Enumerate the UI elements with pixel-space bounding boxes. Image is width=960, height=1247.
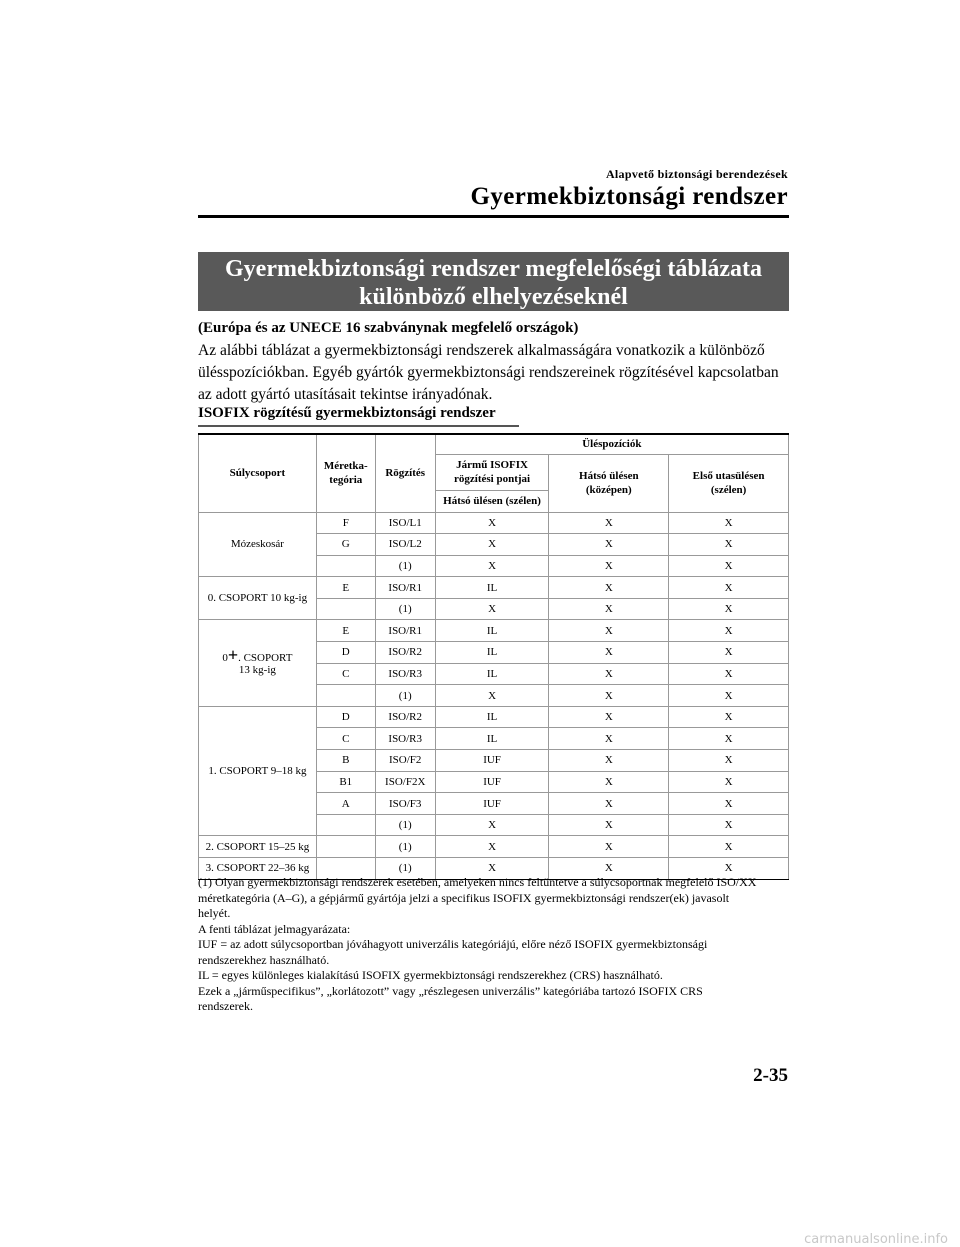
size-class-cell: C bbox=[316, 663, 375, 685]
header-front-passenger: Első utasülésen (szélen) bbox=[669, 454, 789, 512]
running-header-chapter: Gyermekbiztonsági rendszer bbox=[470, 183, 788, 210]
rear-outer-cell: IL bbox=[435, 642, 549, 664]
weight-group-cell bbox=[199, 620, 317, 706]
group-label-weight: 13 kg-ig bbox=[238, 664, 276, 677]
fixing-cell: ISO/R3 bbox=[375, 728, 435, 750]
fixing-cell: ISO/R2 bbox=[375, 642, 435, 664]
table-body bbox=[199, 512, 789, 879]
weight-group-cell: 1. CSOPORT 9–18 kg bbox=[199, 706, 317, 836]
rear-center-cell: X bbox=[549, 771, 669, 793]
rear-outer-cell: IL bbox=[435, 706, 549, 728]
region-subheading: (Európa és az UNECE 16 szabványnak megfelelő országok) bbox=[198, 320, 579, 336]
front-passenger-cell: X bbox=[669, 771, 789, 793]
rear-center-cell: X bbox=[549, 836, 669, 858]
banner-line-2: különböző elhelyezéseknél bbox=[359, 284, 628, 310]
intro-line: ülésspozíciókban. Egyéb gyártók gyermekbiztonsági rendszereinek rögzítésével kapcsolatban bbox=[198, 364, 779, 381]
rear-center-cell: X bbox=[549, 793, 669, 815]
rear-outer-cell: X bbox=[435, 534, 549, 556]
header-rule bbox=[198, 215, 789, 218]
weight-group-cell: Mózeskosár bbox=[199, 512, 317, 577]
front-passenger-cell: X bbox=[669, 728, 789, 750]
size-class-cell bbox=[316, 555, 375, 577]
size-class-cell: B1 bbox=[316, 771, 375, 793]
footnote-line: helyét. bbox=[198, 906, 231, 920]
footnote-line: IUF = az adott súlycsoportban jóváhagyott univerzális kategóriájú, előre néző ISOFIX gyermekbiztonsági bbox=[198, 937, 708, 951]
rear-center-cell: X bbox=[549, 728, 669, 750]
front-passenger-cell: X bbox=[669, 706, 789, 728]
fixing-cell: ISO/L2 bbox=[375, 534, 435, 556]
footnote-line: rendszerek. bbox=[198, 999, 253, 1013]
rear-center-cell: X bbox=[549, 577, 669, 599]
front-passenger-cell: X bbox=[669, 663, 789, 685]
plus-sign: + bbox=[227, 645, 239, 666]
footnote-line: rendszerekhez használható. bbox=[198, 952, 330, 967]
rear-center-cell: X bbox=[549, 620, 669, 642]
weight-group-cell: 3. CSOPORT 22–36 kg bbox=[199, 858, 317, 880]
rear-center-cell: X bbox=[549, 814, 669, 836]
footnote-line: (1) Olyan gyermekbiztonsági rendszerek esetében, amelyeken nincs feltüntetve a súlycsoportnak megfelelő ISO/XX bbox=[198, 875, 757, 889]
size-class-cell: D bbox=[316, 642, 375, 664]
front-passenger-cell: X bbox=[669, 685, 789, 707]
size-class-cell: E bbox=[316, 577, 375, 599]
table-row bbox=[199, 577, 789, 599]
size-class-cell bbox=[316, 836, 375, 858]
fixing-cell: ISO/R1 bbox=[375, 620, 435, 642]
table-row bbox=[199, 836, 789, 858]
rear-outer-cell: IUF bbox=[435, 771, 549, 793]
rear-outer-cell: IL bbox=[435, 620, 549, 642]
front-passenger-cell: X bbox=[669, 555, 789, 577]
table-title-banner bbox=[198, 252, 789, 311]
rear-outer-cell: IUF bbox=[435, 793, 549, 815]
rear-center-cell: X bbox=[549, 663, 669, 685]
fixing-cell: ISO/F2 bbox=[375, 750, 435, 772]
intro-line: az adott gyártó utasításait tekintse irányadónak. bbox=[198, 386, 493, 403]
header-weight-group: Súlycsoport bbox=[199, 434, 317, 512]
weight-group-cell: 0. CSOPORT 10 kg-ig bbox=[199, 577, 317, 620]
front-passenger-cell: X bbox=[669, 836, 789, 858]
fixing-cell: ISO/R3 bbox=[375, 663, 435, 685]
fixing-cell: ISO/F3 bbox=[375, 793, 435, 815]
rear-center-cell: X bbox=[549, 598, 669, 620]
front-passenger-cell: X bbox=[669, 512, 789, 534]
front-passenger-cell: X bbox=[669, 534, 789, 556]
rear-center-cell: X bbox=[549, 750, 669, 772]
front-passenger-cell: X bbox=[669, 814, 789, 836]
footnote-line: Ezek a „járműspecifikus”, „korlátozott” vagy „részlegesen univerzális” kategóriába tartozó ISOFIX CRS bbox=[198, 983, 703, 998]
rear-outer-cell: IL bbox=[435, 663, 549, 685]
table-row bbox=[199, 512, 789, 534]
fixing-cell: (1) bbox=[375, 685, 435, 707]
footnote-line: IL = egyes különleges kialakítású ISOFIX gyermekbiztonsági rendszerekhez (CRS) használható. bbox=[198, 968, 663, 982]
weight-group-cell: 2. CSOPORT 15–25 kg bbox=[199, 836, 317, 858]
fixing-cell: ISO/L1 bbox=[375, 512, 435, 534]
fixing-cell: ISO/F2X bbox=[375, 771, 435, 793]
header-seat-positions: Üléspozíciók bbox=[435, 434, 788, 454]
rear-outer-cell: X bbox=[435, 814, 549, 836]
page-number: 2-35 bbox=[753, 1065, 788, 1086]
group-label-prefix: 0 bbox=[222, 652, 228, 665]
intro-paragraph bbox=[198, 340, 794, 406]
fixing-cell: (1) bbox=[375, 555, 435, 577]
size-class-cell bbox=[316, 685, 375, 707]
header-size-class: Méretka- tegória bbox=[316, 434, 375, 512]
fixing-cell: (1) bbox=[375, 814, 435, 836]
footnote-line: méretkategória (A–G), a gépjármű gyártója jelzi a specifikus ISOFIX gyermekbiztonsági rendszer(ek) javasolt bbox=[198, 890, 730, 905]
front-passenger-cell: X bbox=[669, 577, 789, 599]
rear-outer-cell: IUF bbox=[435, 750, 549, 772]
size-class-cell: B bbox=[316, 750, 375, 772]
rear-outer-cell: X bbox=[435, 685, 549, 707]
front-passenger-cell: X bbox=[669, 598, 789, 620]
size-class-cell: D bbox=[316, 706, 375, 728]
fixing-cell: (1) bbox=[375, 598, 435, 620]
section-title: ISOFIX rögzítésű gyermekbiztonsági rendszer bbox=[198, 405, 496, 421]
rear-center-cell: X bbox=[549, 642, 669, 664]
header-rear-center: Hátsó ülésen (középen) bbox=[549, 454, 669, 512]
header-fixing: Rögzítés bbox=[375, 434, 435, 512]
size-class-cell: A bbox=[316, 793, 375, 815]
footnote-line: A fenti táblázat jelmagyarázata: bbox=[198, 921, 351, 936]
rear-center-cell: X bbox=[549, 512, 669, 534]
rear-center-cell: X bbox=[549, 555, 669, 577]
size-class-cell: G bbox=[316, 534, 375, 556]
rear-center-cell: X bbox=[549, 706, 669, 728]
header-isofix-points: Jármű ISOFIX rögzítési pontjai bbox=[435, 454, 549, 490]
fixing-cell: ISO/R1 bbox=[375, 577, 435, 599]
size-class-cell: F bbox=[316, 512, 375, 534]
front-passenger-cell: X bbox=[669, 620, 789, 642]
size-class-cell bbox=[316, 598, 375, 620]
banner-line-1: Gyermekbiztonsági rendszer megfelelőségi táblázata bbox=[225, 256, 762, 282]
table-row bbox=[199, 620, 789, 642]
intro-line: Az alábbi táblázat a gyermekbiztonsági rendszerek alkalmasságára vonatkozik a különböző bbox=[198, 342, 765, 359]
isofix-compatibility-table bbox=[198, 433, 789, 880]
group-label-suffix: . CSOPORT bbox=[238, 652, 293, 665]
site-watermark: carmanualsonline.info bbox=[804, 1232, 948, 1247]
rear-center-cell: X bbox=[549, 685, 669, 707]
rear-outer-cell: X bbox=[435, 555, 549, 577]
size-class-cell: C bbox=[316, 728, 375, 750]
rear-center-cell: X bbox=[549, 858, 669, 880]
rear-outer-cell: X bbox=[435, 858, 549, 880]
fixing-cell: (1) bbox=[375, 858, 435, 880]
table-footnotes bbox=[198, 875, 798, 1015]
front-passenger-cell: X bbox=[669, 793, 789, 815]
rear-outer-cell: X bbox=[435, 598, 549, 620]
running-header-section: Alapvető biztonsági berendezések bbox=[605, 167, 788, 181]
front-passenger-cell: X bbox=[669, 642, 789, 664]
rear-outer-cell: X bbox=[435, 512, 549, 534]
fixing-cell: ISO/R2 bbox=[375, 706, 435, 728]
rear-outer-cell: IL bbox=[435, 577, 549, 599]
size-class-cell: E bbox=[316, 620, 375, 642]
section-title-underline bbox=[198, 425, 519, 427]
rear-outer-cell: IL bbox=[435, 728, 549, 750]
front-passenger-cell: X bbox=[669, 858, 789, 880]
rear-outer-cell: X bbox=[435, 836, 549, 858]
rear-center-cell: X bbox=[549, 534, 669, 556]
front-passenger-cell: X bbox=[669, 750, 789, 772]
size-class-cell bbox=[316, 814, 375, 836]
header-rear-outer: Hátsó ülésen (szélen) bbox=[435, 490, 549, 512]
fixing-cell: (1) bbox=[375, 836, 435, 858]
table-row bbox=[199, 706, 789, 728]
